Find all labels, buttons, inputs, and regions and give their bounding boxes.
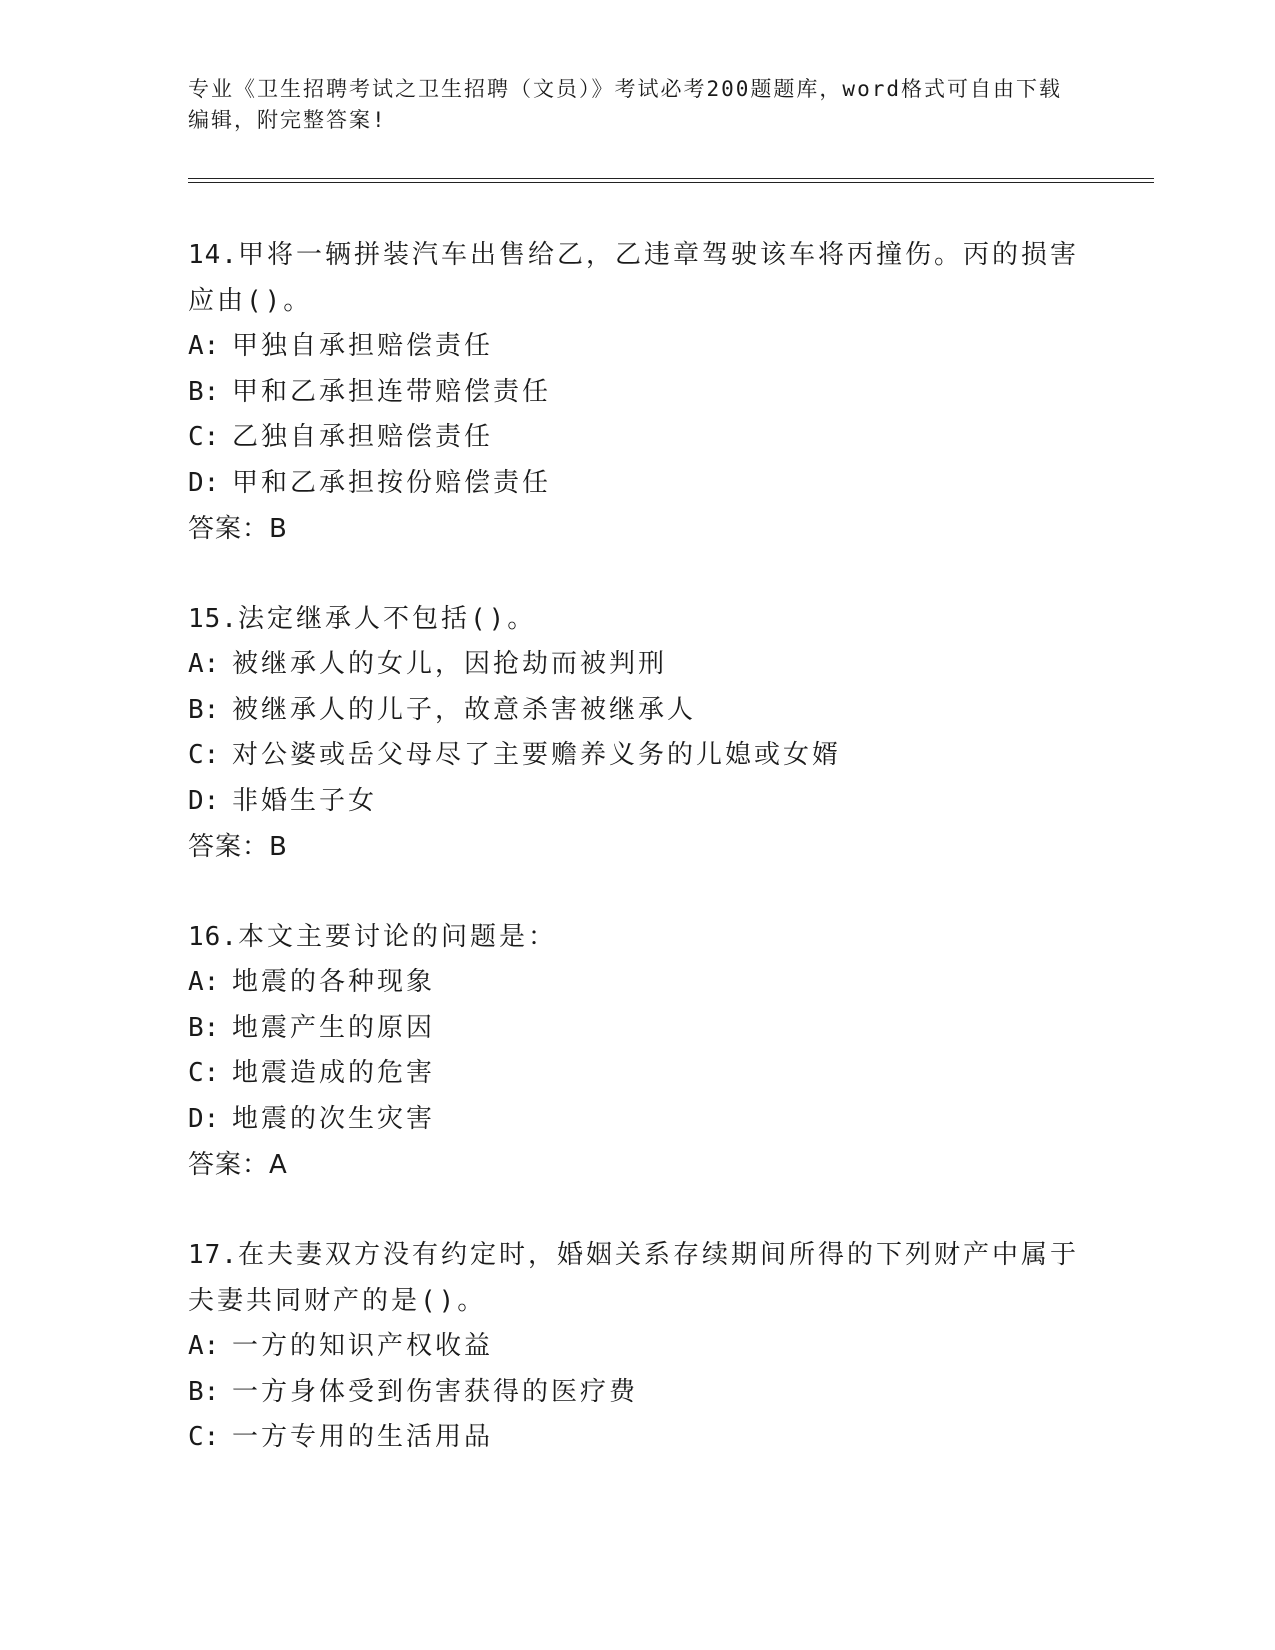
- answer-value: B: [269, 832, 288, 862]
- answer-label: 答案：: [188, 1150, 270, 1180]
- option-b: [188, 1006, 1088, 1052]
- option-a: [188, 642, 1088, 688]
- option-text: 一方身体受到伤害获得的医疗费: [232, 1376, 639, 1407]
- option-c: [188, 415, 1088, 461]
- option-c: [188, 733, 1088, 779]
- question-stem: [188, 232, 1088, 324]
- option-letter: D:: [188, 467, 220, 498]
- question-16: [188, 914, 1088, 1188]
- document-header: 专业《卫生招聘考试之卫生招聘（文员）》考试必考200题题库，word格式可自由下载编辑，附完整答案!: [188, 77, 1062, 132]
- option-d: [188, 779, 1088, 825]
- question-text: 甲将一辆拼装汽车出售给乙，乙违章驾驶该车将丙撞伤。丙的损害应由()。: [188, 240, 1079, 316]
- answer-line: [188, 506, 1088, 552]
- option-letter: C:: [188, 1058, 220, 1088]
- option-text: 甲和乙承担连带赔偿责任: [232, 376, 552, 407]
- header-divider-bottom: [188, 182, 1154, 183]
- answer-value: B: [269, 514, 288, 544]
- option-text: 一方专用的生活用品: [232, 1422, 494, 1452]
- option-text: 甲独自承担赔偿责任: [232, 331, 494, 361]
- option-text: 一方的知识产权收益: [232, 1331, 494, 1361]
- option-text: 被继承人的女儿，因抢劫而被判刑: [232, 649, 668, 679]
- option-letter: A:: [188, 1331, 220, 1361]
- option-letter: A:: [188, 649, 220, 679]
- option-letter: B:: [188, 694, 220, 725]
- question-number: 16.: [188, 922, 238, 952]
- option-letter: C:: [188, 1422, 220, 1452]
- question-stem: [188, 596, 1088, 642]
- question-stem: [188, 914, 1088, 960]
- option-text: 地震的次生灾害: [232, 1103, 436, 1134]
- question-number: 15.: [188, 604, 238, 634]
- option-b: [188, 688, 1088, 734]
- option-text: 甲和乙承担按份赔偿责任: [232, 467, 552, 498]
- answer-value: A: [269, 1150, 288, 1180]
- question-list: [188, 232, 1088, 1505]
- option-c: [188, 1415, 1088, 1461]
- question-14: [188, 232, 1088, 552]
- header-divider-top: [188, 178, 1154, 179]
- question-text: 法定继承人不包括()。: [237, 604, 537, 634]
- question-text: 本文主要讨论的问题是：: [237, 922, 557, 952]
- question-17: [188, 1232, 1088, 1461]
- option-letter: B:: [188, 1376, 220, 1407]
- option-text: 地震的各种现象: [232, 967, 436, 997]
- answer-label: 答案：: [188, 832, 270, 862]
- question-stem: [188, 1232, 1088, 1324]
- question-number: 17.: [188, 1240, 238, 1270]
- option-text: 乙独自承担赔偿责任: [232, 422, 494, 452]
- option-letter: B:: [188, 1012, 220, 1043]
- option-b: [188, 1370, 1088, 1416]
- question-15: [188, 596, 1088, 870]
- option-d: [188, 461, 1088, 507]
- answer-line: [188, 824, 1088, 870]
- option-letter: C:: [188, 740, 220, 770]
- option-d: [188, 1097, 1088, 1143]
- answer-label: 答案：: [188, 514, 270, 544]
- option-letter: A:: [188, 331, 220, 361]
- question-number: 14.: [188, 240, 238, 270]
- question-text: 在夫妻双方没有约定时，婚姻关系存续期间所得的下列财产中属于夫妻共同财产的是()。: [188, 1240, 1079, 1316]
- option-text: 非婚生子女: [232, 785, 378, 816]
- option-letter: A:: [188, 967, 220, 997]
- option-text: 地震造成的危害: [232, 1058, 436, 1088]
- option-letter: B:: [188, 376, 220, 407]
- answer-line: [188, 1142, 1088, 1188]
- option-c: [188, 1051, 1088, 1097]
- option-letter: C:: [188, 422, 220, 452]
- option-a: [188, 324, 1088, 370]
- option-text: 地震产生的原因: [232, 1012, 436, 1043]
- option-a: [188, 1324, 1088, 1370]
- option-text: 被继承人的儿子，故意杀害被继承人: [232, 694, 697, 725]
- option-letter: D:: [188, 1103, 220, 1134]
- option-text: 对公婆或岳父母尽了主要赡养义务的儿媳或女婿: [232, 740, 842, 770]
- option-letter: D:: [188, 785, 220, 816]
- option-a: [188, 960, 1088, 1006]
- option-b: [188, 370, 1088, 416]
